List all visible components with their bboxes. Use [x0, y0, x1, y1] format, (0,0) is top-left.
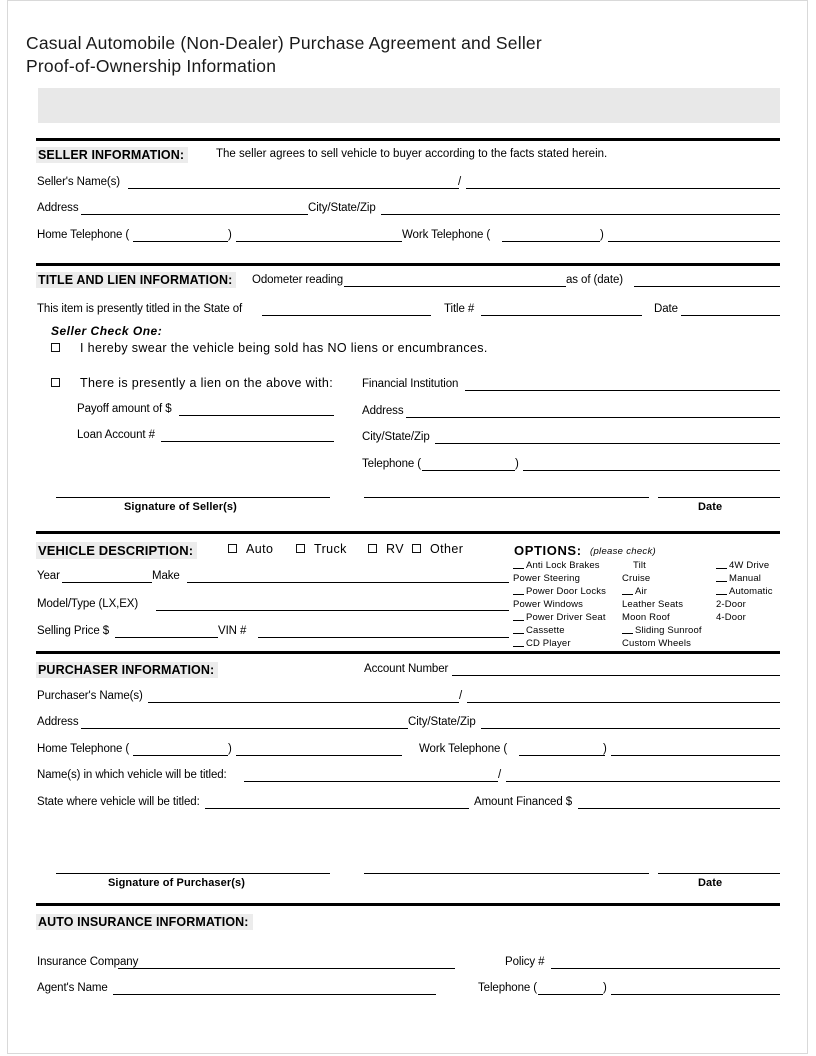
purchaser-signature-line[interactable] [56, 873, 330, 874]
option-label: Manual [729, 573, 762, 584]
vehicle-type-auto-label: Auto [246, 542, 274, 556]
vehicle-make-label: Make [152, 570, 180, 582]
seller-name-label: Seller's Name(s) [37, 176, 121, 188]
options-title: OPTIONS: [514, 543, 582, 558]
titled-state-label: This item is presently titled in the State of [37, 303, 243, 315]
as-of-date-label: as of (date) [566, 274, 623, 286]
vehicle-model-type-label: Model/Type (LX,EX) [37, 598, 139, 610]
financial-institution-label: Financial Institution [362, 378, 459, 390]
seller-signature-line[interactable] [56, 497, 330, 498]
option-item[interactable] [513, 573, 580, 584]
purchaser-titled-state-field[interactable] [205, 808, 469, 809]
seller-work-phone-number-field[interactable] [608, 241, 780, 242]
option-item[interactable] [716, 599, 746, 610]
seller-section-note: The seller agrees to sell vehicle to buyer according to the facts stated herein. [216, 148, 608, 160]
option-blank-line[interactable] [716, 581, 727, 582]
option-blank-line[interactable] [513, 568, 524, 569]
option-label: CD Player [526, 638, 571, 649]
seller-home-phone-number-field[interactable] [236, 241, 402, 242]
purchaser-work-phone-area-field[interactable] [519, 755, 605, 756]
seller-work-phone-close-paren: ) [600, 229, 604, 241]
seller-city-state-zip-label: City/State/Zip [308, 202, 376, 214]
seller-section-top-rule [36, 138, 780, 141]
option-item[interactable] [622, 586, 647, 597]
purchaser-signature-line-2[interactable] [364, 873, 649, 874]
option-label: Power Windows [513, 599, 584, 610]
insurance-agent-label: Agent's Name [37, 982, 108, 994]
no-liens-option-label: I hereby swear the vehicle being sold has NO liens or encumbrances. [80, 341, 488, 355]
titled-names-separator: / [498, 769, 502, 781]
seller-name-field-2[interactable] [466, 188, 780, 189]
titled-names-field-2[interactable] [506, 781, 780, 782]
option-label: Tilt [633, 560, 646, 571]
option-item[interactable] [622, 573, 650, 584]
option-label: Custom Wheels [622, 638, 691, 649]
vehicle-year-label: Year [37, 570, 60, 582]
option-blank-line[interactable] [622, 633, 633, 634]
odometer-label: Odometer reading [252, 274, 344, 286]
titled-names-label: Name(s) in which vehicle will be titled: [37, 769, 227, 781]
option-blank-line[interactable] [513, 633, 524, 634]
purchaser-city-state-zip-field[interactable] [481, 728, 780, 729]
vehicle-selling-price-field[interactable] [115, 637, 218, 638]
option-label: Air [635, 586, 648, 597]
vehicle-section-heading: VEHICLE DESCRIPTION: [36, 542, 197, 559]
seller-home-phone-close-paren: ) [228, 229, 232, 241]
insurance-agent-field[interactable] [113, 994, 436, 995]
option-item[interactable] [716, 573, 761, 584]
option-blank-line[interactable] [513, 594, 524, 595]
seller-section-heading: SELLER INFORMATION: [36, 147, 188, 163]
title-number-label: Title # [444, 303, 475, 315]
insurance-company-field[interactable] [118, 968, 455, 969]
lien-city-state-zip-label: City/State/Zip [362, 431, 430, 443]
seller-address-label: Address [37, 202, 79, 214]
checkbox-vehicle-type-rv[interactable] [368, 544, 377, 553]
insurance-policy-field[interactable] [551, 968, 780, 969]
option-label: Cassette [526, 625, 565, 636]
vehicle-model-type-field[interactable] [156, 610, 509, 611]
seller-signature-date-caption: Date [698, 501, 723, 513]
seller-home-phone-label: Home Telephone ( [37, 229, 130, 241]
titled-state-field[interactable] [262, 315, 431, 316]
purchaser-name-field-1[interactable] [148, 702, 459, 703]
seller-signature-caption: Signature of Seller(s) [124, 501, 237, 513]
option-item[interactable] [622, 625, 702, 636]
option-label: Power Driver Seat [526, 612, 606, 623]
option-label: Leather Seats [622, 599, 684, 610]
option-label: Moon Roof [622, 612, 670, 623]
vehicle-vin-label: VIN # [218, 625, 247, 637]
option-label: Cruise [622, 573, 651, 584]
as-of-date-field[interactable] [634, 286, 780, 287]
option-blank-line[interactable] [513, 646, 524, 647]
title-date-field[interactable] [681, 315, 780, 316]
payoff-amount-label: Payoff amount of $ [77, 403, 172, 415]
purchaser-home-phone-close-paren: ) [228, 743, 232, 755]
options-subtitle: (please check) [590, 546, 656, 557]
purchaser-work-phone-close-paren: ) [603, 743, 607, 755]
vehicle-type-truck-label: Truck [314, 542, 347, 556]
option-item[interactable] [716, 612, 746, 623]
vehicle-make-field[interactable] [187, 582, 509, 583]
option-blank-line[interactable] [513, 620, 524, 621]
amount-financed-label: Amount Financed $ [474, 796, 573, 808]
vehicle-year-field[interactable] [62, 582, 152, 583]
lien-address-label: Address [362, 405, 404, 417]
purchaser-work-phone-number-field[interactable] [611, 755, 780, 756]
title-lien-section-heading: TITLE AND LIEN INFORMATION: [36, 272, 236, 288]
option-item[interactable] [513, 638, 571, 649]
checkbox-vehicle-type-auto[interactable] [228, 544, 237, 553]
option-label: Sliding Sunroof [635, 625, 702, 636]
header-gray-banner [38, 88, 780, 123]
checkbox-vehicle-type-truck[interactable] [296, 544, 305, 553]
option-item[interactable] [716, 586, 773, 597]
purchaser-section-top-rule [36, 651, 780, 654]
lien-telephone-close-paren: ) [515, 458, 519, 470]
title-number-field[interactable] [481, 315, 642, 316]
purchaser-section-heading: PURCHASER INFORMATION: [36, 662, 218, 678]
checkbox-no-liens[interactable] [51, 343, 60, 352]
vehicle-vin-field[interactable] [258, 637, 509, 638]
seller-signature-line-2[interactable] [364, 497, 649, 498]
seller-check-one-label: Seller Check One: [51, 324, 163, 338]
option-item[interactable] [513, 560, 600, 571]
option-blank-line[interactable] [716, 568, 727, 569]
purchaser-address-label: Address [37, 716, 79, 728]
seller-name-separator: / [458, 176, 462, 188]
insurance-telephone-number-field[interactable] [611, 994, 780, 995]
purchaser-work-phone-label: Work Telephone ( [419, 743, 508, 755]
insurance-section-heading: AUTO INSURANCE INFORMATION: [36, 914, 253, 930]
option-item[interactable] [716, 560, 769, 571]
page-title-line2: Proof-of-Ownership Information [26, 56, 277, 76]
insurance-policy-label: Policy # [505, 956, 545, 968]
option-item[interactable] [622, 599, 683, 610]
purchaser-home-phone-area-field[interactable] [133, 755, 228, 756]
vehicle-type-other-label: Other [430, 542, 464, 556]
insurance-telephone-label: Telephone ( [478, 982, 537, 994]
seller-city-state-zip-field[interactable] [381, 214, 780, 215]
seller-home-phone-area-field[interactable] [133, 241, 228, 242]
option-label: Anti Lock Brakes [526, 560, 600, 571]
option-item[interactable] [513, 599, 583, 610]
financial-institution-field[interactable] [465, 390, 780, 391]
option-label: Automatic [729, 586, 773, 597]
lien-address-field[interactable] [406, 417, 780, 418]
option-item[interactable] [622, 612, 670, 623]
option-label: Power Steering [513, 573, 581, 584]
purchaser-titled-state-label: State where vehicle will be titled: [37, 796, 200, 808]
purchaser-account-number-field[interactable] [452, 675, 780, 676]
purchaser-home-phone-number-field[interactable] [236, 755, 402, 756]
purchaser-signature-date-caption: Date [698, 877, 723, 889]
seller-work-phone-area-field[interactable] [502, 241, 600, 242]
insurance-company-label: Insurance Company [37, 956, 139, 968]
insurance-telephone-close-paren: ) [603, 982, 607, 994]
purchaser-name-label: Purchaser's Name(s) [37, 690, 143, 702]
page-title [26, 32, 726, 78]
seller-signature-date-line[interactable] [658, 497, 780, 498]
purchaser-account-number-label: Account Number [364, 663, 449, 675]
insurance-telephone-area-field[interactable] [538, 994, 603, 995]
loan-account-label: Loan Account # [77, 429, 155, 441]
has-lien-option-label: There is presently a lien on the above with: [80, 376, 334, 390]
option-label: Power Door Locks [526, 586, 607, 597]
option-item[interactable] [513, 612, 606, 623]
title-lien-section-top-rule [36, 263, 780, 266]
titled-names-field-1[interactable] [244, 781, 498, 782]
amount-financed-field[interactable] [578, 808, 780, 809]
lien-telephone-area-field[interactable] [422, 470, 515, 471]
option-blank-line[interactable] [622, 594, 633, 595]
purchaser-city-state-zip-label: City/State/Zip [408, 716, 476, 728]
option-blank-line[interactable] [716, 594, 727, 595]
option-label: 4W Drive [729, 560, 770, 571]
lien-telephone-number-field[interactable] [523, 470, 780, 471]
purchaser-signature-caption: Signature of Purchaser(s) [108, 877, 245, 889]
seller-name-field-1[interactable] [128, 188, 459, 189]
checkbox-has-lien[interactable] [51, 378, 60, 387]
option-item[interactable] [622, 638, 691, 649]
purchaser-home-phone-label: Home Telephone ( [37, 743, 130, 755]
vehicle-selling-price-label: Selling Price $ [37, 625, 110, 637]
checkbox-vehicle-type-other[interactable] [412, 544, 421, 553]
lien-telephone-label: Telephone ( [362, 458, 421, 470]
option-item[interactable] [633, 560, 646, 571]
purchaser-name-field-2[interactable] [467, 702, 780, 703]
odometer-field[interactable] [344, 286, 566, 287]
insurance-section-top-rule [36, 903, 780, 906]
option-label: 2-Door [716, 599, 746, 610]
purchaser-address-field[interactable] [81, 728, 408, 729]
purchaser-name-separator: / [459, 690, 463, 702]
payoff-amount-field[interactable] [179, 415, 334, 416]
option-label: 4-Door [716, 612, 746, 623]
title-date-label: Date [654, 303, 678, 315]
loan-account-field[interactable] [161, 441, 334, 442]
seller-address-field[interactable] [81, 214, 308, 215]
lien-city-state-zip-field[interactable] [435, 443, 780, 444]
option-item[interactable] [513, 586, 606, 597]
vehicle-type-rv-label: RV [386, 542, 404, 556]
vehicle-section-top-rule [36, 531, 780, 534]
purchaser-signature-date-line[interactable] [658, 873, 780, 874]
option-item[interactable] [513, 625, 565, 636]
seller-work-phone-label: Work Telephone ( [402, 229, 491, 241]
page-title-line1: Casual Automobile (Non-Dealer) Purchase Agreement and Seller [26, 33, 542, 53]
